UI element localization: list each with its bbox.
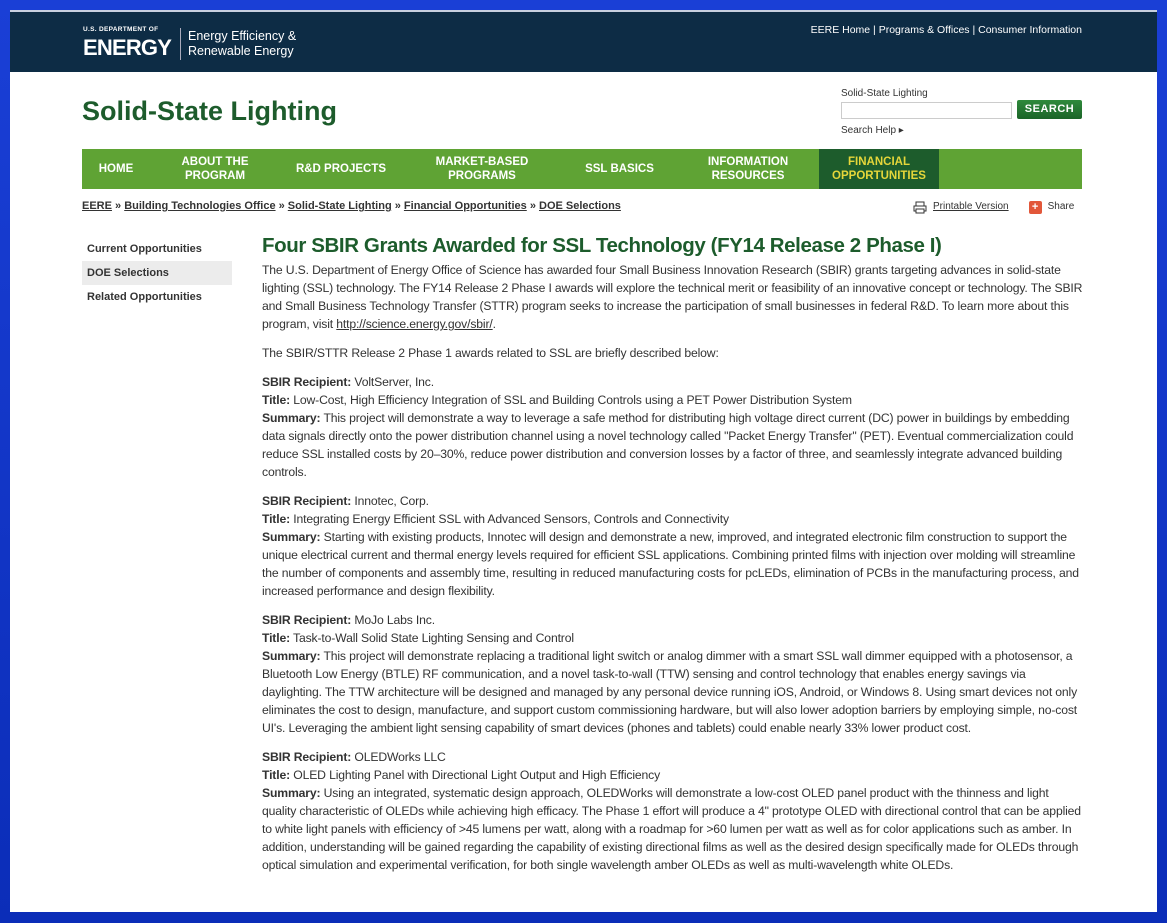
recipient-name: Innotec, Corp. bbox=[354, 494, 429, 508]
nav-financial-opportunities[interactable]: FINANCIAL OPPORTUNITIES bbox=[819, 149, 939, 189]
title-label: Title: bbox=[262, 768, 290, 782]
search-button[interactable]: SEARCH bbox=[1017, 100, 1082, 119]
share-plus-icon[interactable]: + bbox=[1029, 201, 1042, 214]
logo-dept: U.S. DEPARTMENT OF bbox=[83, 26, 159, 33]
site-title[interactable]: Solid-State Lighting bbox=[82, 96, 337, 126]
crumb-doe-selections[interactable]: DOE Selections bbox=[539, 200, 621, 212]
sidebar-item-doe-selections[interactable]: DOE Selections bbox=[82, 261, 232, 285]
main-content bbox=[262, 233, 1084, 885]
crumb-ssl[interactable]: Solid-State Lighting bbox=[287, 200, 392, 212]
doe-eere-logo[interactable] bbox=[83, 25, 343, 61]
summary-label: Summary: bbox=[262, 530, 321, 544]
summary-label: Summary: bbox=[262, 649, 321, 663]
award-title: OLED Lighting Panel with Directional Light Output and High Efficiency bbox=[293, 768, 661, 782]
title-label: Title: bbox=[262, 512, 290, 526]
recipient-label: SBIR Recipient: bbox=[262, 494, 352, 508]
search-label: Solid-State Lighting bbox=[841, 88, 928, 99]
sbir-link[interactable]: http://science.energy.gov/sbir/ bbox=[336, 317, 493, 331]
recipient-name: MoJo Labs Inc. bbox=[354, 613, 435, 627]
recipient-label: SBIR Recipient: bbox=[262, 750, 352, 764]
sidebar-item-current-opportunities[interactable]: Current Opportunities bbox=[87, 243, 202, 255]
crumb-eere[interactable]: EERE bbox=[82, 200, 112, 212]
link-eere-home[interactable]: EERE Home bbox=[810, 24, 871, 36]
intro-paragraph: The U.S. Department of Energy Office of Science has awarded four Small Business Innovation Research (SBIR) grants targeting advances in solid-state lighting (SSL) technology. The FY14 Release 2 Phase I awards will explore the technical merit or feasibility of an innovative concept or technology. The SBIR and Small Business Technology Transfer (STTR) program seeks to increase the participation of small businesses in federal R&D. To learn more about this program, visit http://science.energy.gov/sbir/. bbox=[262, 263, 1083, 331]
award-entry bbox=[262, 611, 1084, 737]
sep: | bbox=[969, 24, 979, 36]
title-label: Title: bbox=[262, 393, 290, 407]
browser-window bbox=[10, 10, 1157, 912]
award-summary: Using an integrated, systematic design approach, OLEDWorks will demonstrate a low-cost OLED panel product with the thinness and light quality characteristic of OLEDs while achieving high efficacy. The Phase 1 effort will produce a 4" prototype OLED with directional control that can be applied to white light panels with efficiency of >45 lumens per watt, along with a roadmap for >60 lumen per watt as well as for color applications such as amber. In addition, understanding will be gained regarding the capability of existing directional films as well as the desired design specifically made for OLEDs through optical simulation and experimental verification, for both single wavelength amber OLEDs as well as multi-wavelength white OLEDs. bbox=[262, 786, 1081, 872]
search-box bbox=[841, 88, 1086, 140]
award-title: Task-to-Wall Solid State Lighting Sensing and Control bbox=[293, 631, 574, 645]
crumb-financial[interactable]: Financial Opportunities bbox=[403, 200, 527, 212]
sep: | bbox=[870, 24, 879, 36]
nav-ssl-basics[interactable]: SSL BASICS bbox=[585, 163, 654, 175]
main-nav bbox=[82, 149, 1082, 189]
lead-paragraph: The SBIR/STTR Release 2 Phase 1 awards related to SSL are briefly described below: bbox=[262, 346, 719, 360]
logo-eere bbox=[188, 29, 348, 59]
crumb-bto[interactable]: Building Technologies Office bbox=[124, 200, 276, 212]
summary-label: Summary: bbox=[262, 786, 321, 800]
printable-version-link[interactable]: Printable Version bbox=[933, 201, 1009, 212]
recipient-name: OLEDWorks LLC bbox=[354, 750, 446, 764]
page-title: Four SBIR Grants Awarded for SSL Technology (FY14 Release 2 Phase I) bbox=[262, 234, 942, 257]
breadcrumb: EERE » Building Technologies Office » Solid-State Lighting » Financial Opportunities » DOE Selections bbox=[82, 200, 621, 212]
award-summary: This project will demonstrate replacing a traditional light switch or analog dimmer with a smart SSL wall dimmer equipped with a photosensor, a Bluetooth Low Energy (BTLE) RF communication, and a novel task-to-wall (TTW) sensing and control technology that enables energy savings via daylighting. The TTW architecture will be designed and managed by any personal device running iOS, Android, or Windows 8. Using smart devices not only eliminates the cost to design, manufacture, and support custom commissioning hardware, but will also lower adoption barriers by employing simple, no-cost UI's. Leveraging the ambient light sensing capability of smart devices (phones and tablets) could enable nearly 33% lower product cost. bbox=[262, 649, 1078, 735]
search-input[interactable] bbox=[841, 102, 1012, 119]
nav-about-the-program[interactable]: ABOUT THE PROGRAM bbox=[181, 156, 249, 182]
summary-label: Summary: bbox=[262, 411, 321, 425]
award-entry bbox=[262, 492, 1084, 600]
recipient-label: SBIR Recipient: bbox=[262, 375, 352, 389]
nav-rd-projects[interactable]: R&D PROJECTS bbox=[295, 163, 387, 175]
nav-market-based-programs[interactable]: MARKET-BASED PROGRAMS bbox=[435, 156, 529, 182]
sidebar-item-related-opportunities[interactable]: Related Opportunities bbox=[87, 291, 202, 303]
nav-information-resources[interactable]: INFORMATION RESOURCES bbox=[707, 156, 789, 182]
page-tools bbox=[913, 200, 1074, 214]
awards-list bbox=[262, 373, 1084, 874]
eere-line1: Energy Efficiency & bbox=[188, 29, 297, 43]
recipient-name: VoltServer, Inc. bbox=[354, 375, 434, 389]
printer-icon bbox=[913, 201, 927, 214]
nav-home[interactable]: HOME bbox=[98, 163, 134, 175]
award-summary: This project will demonstrate a way to leverage a safe method for distributing high voltage direct current (DC) power in buildings by embedding data signals directly onto the power distribution channel using a novel technology called "Packet Energy Transfer" (PET). Eventual commercialization could reduce SSL installed costs by 20–30%, reduce power distribution and conversion losses by a factor of three, and seamlessly integrate advanced building controls. bbox=[262, 411, 1074, 479]
sidebar bbox=[82, 237, 232, 309]
title-label: Title: bbox=[262, 631, 290, 645]
logo-energy: ENERGY bbox=[83, 35, 172, 60]
recipient-label: SBIR Recipient: bbox=[262, 613, 352, 627]
logo-divider bbox=[180, 28, 181, 60]
award-title: Integrating Energy Efficient SSL with Advanced Sensors, Controls and Connectivity bbox=[293, 512, 729, 526]
award-entry bbox=[262, 748, 1084, 874]
top-links bbox=[811, 24, 1082, 36]
award-summary: Starting with existing products, Innotec will design and demonstrate a new, improved, and integrated electronic film construction to support the unique electrical current and thermal energy levels required for efficient SSL applications. Combining printed films with injection over molding will streamline the number of components and assembly time, resulting in reduced manufacturing costs for pcLEDs, elimination of PCBs in the manufacturing process, and increased performance and design flexibility. bbox=[262, 530, 1079, 598]
award-title: Low-Cost, High Efficiency Integration of SSL and Building Controls using a PET Power Distribution System bbox=[293, 393, 852, 407]
top-bar bbox=[10, 12, 1157, 72]
search-help-link[interactable]: Search Help ▸ bbox=[841, 125, 904, 136]
award-entry bbox=[262, 373, 1084, 481]
share-link[interactable]: Share bbox=[1047, 201, 1075, 212]
link-programs-offices[interactable]: Programs & Offices bbox=[878, 24, 970, 36]
eere-line2: Renewable Energy bbox=[188, 44, 294, 58]
link-consumer-information[interactable]: Consumer Information bbox=[978, 24, 1082, 36]
